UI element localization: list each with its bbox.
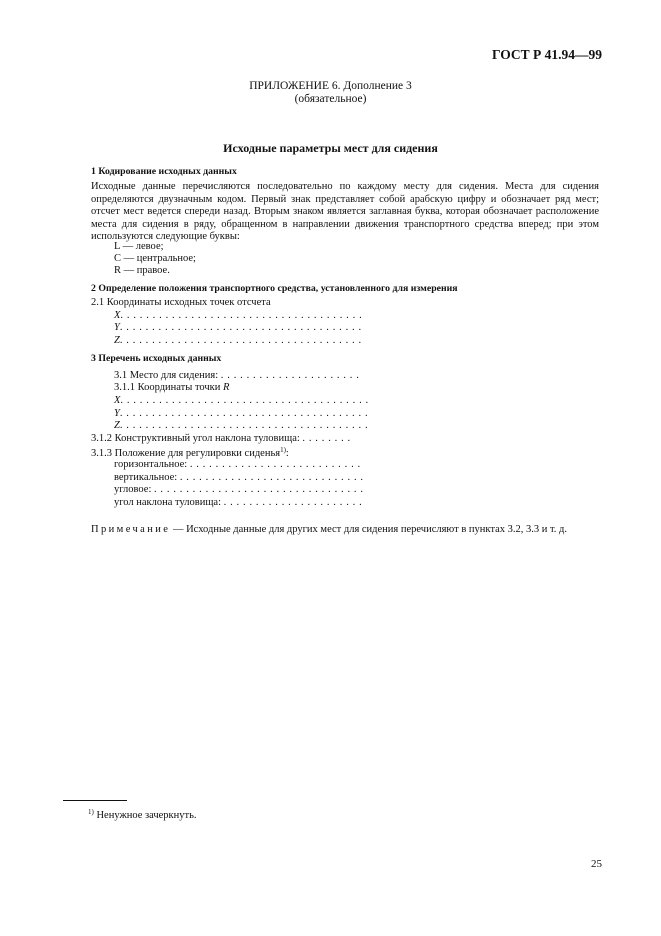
annex-status: (обязательное) [294, 93, 367, 105]
angle-row [91, 433, 351, 444]
torso-row [114, 497, 362, 508]
angular-dots: . . . . . . . . . . . . . . . . . . . . . . . . . . . . . . . . . [153, 484, 364, 495]
point-x-dots: . . . . . . . . . . . . . . . . . . . . . . . . . . . . . . . . . . . . . . . [120, 395, 369, 406]
adjust-colon: : [285, 448, 289, 459]
note [91, 524, 567, 535]
point-label: 3.1.1 Координаты точки [114, 382, 221, 393]
coord-y-dots: . . . . . . . . . . . . . . . . . . . . . . . . . . . . . . . . . . . . . . [119, 322, 362, 333]
coord-z-dots: . . . . . . . . . . . . . . . . . . . . . . . . . . . . . . . . . . . . . . [119, 335, 362, 346]
letter-c: С — центральное; [114, 253, 196, 264]
horizontal-row [114, 459, 361, 470]
point-z-dots: . . . . . . . . . . . . . . . . . . . . . . . . . . . . . . . . . . . . . . . [119, 420, 369, 431]
point-var: R [223, 382, 230, 393]
point-x-row [114, 395, 369, 406]
section-1-text: Исходные данные перечисляются последовательно по каждому месту для сидения. Места для сидения определяются двузначным кодом. Первый знак представляет собой арабскую цифру и обозначает ряд мест; отсчет мест ведется спереди назад. Вторым знаком является заглавная буква, которая обозначает расположение места для сидения в ряду, обращенном в направлении движения транспортного средства вперед; при этом используются следующие буквы: [91, 181, 599, 242]
seat-row [114, 370, 359, 381]
torso-label: угол наклона туловища: [114, 497, 222, 508]
coord-y-label: Y [114, 322, 120, 333]
vertical-label: вертикальное: [114, 472, 178, 483]
torso-dots: . . . . . . . . . . . . . . . . . . . . . . [223, 497, 363, 508]
point-y-row [114, 408, 368, 419]
point-y-dots: . . . . . . . . . . . . . . . . . . . . . . . . . . . . . . . . . . . . . . . [119, 408, 369, 419]
letter-r: R — правое. [114, 265, 170, 276]
section-1-paragraph [91, 181, 599, 244]
point-x-label: X [114, 395, 121, 406]
footnote [88, 808, 197, 821]
angular-label: угловое: [114, 484, 152, 495]
angle-dots: . . . . . . . . [302, 433, 351, 444]
section-3-heading: 3 Перечень исходных данных [91, 353, 222, 364]
letter-l: L — левое; [114, 241, 164, 252]
page-title: Исходные параметры мест для сидения [223, 141, 438, 155]
adjust-row [91, 446, 289, 459]
coord-z-row [114, 335, 362, 346]
note-label: Примечание [91, 524, 171, 535]
point-z-row [114, 420, 368, 431]
seat-dots: . . . . . . . . . . . . . . . . . . . . . . [220, 370, 360, 381]
horizontal-label: горизонтальное: [114, 459, 188, 470]
adjust-label: 3.1.3 Положение для регулировки сиденья [91, 448, 281, 459]
point-y-label: Y [114, 408, 120, 419]
note-text: — Исходные данные для других мест для сидения перечисляют в пунктах 3.2, 3.3 и т. д. [172, 524, 568, 535]
annex-title: ПРИЛОЖЕНИЕ 6. Дополнение 3 [249, 80, 412, 92]
coord-x-row [114, 310, 362, 321]
footnote-mark: 1) [88, 808, 94, 816]
horizontal-dots: . . . . . . . . . . . . . . . . . . . . . . . . . . . [189, 459, 361, 470]
point-row [114, 382, 229, 393]
document-code: ГОСТ Р 41.94—99 [491, 47, 602, 62]
section-2-item: 2.1 Координаты исходных точек отсчета [91, 297, 271, 308]
vertical-row [114, 472, 364, 483]
point-z-label: Z [114, 420, 120, 431]
footnote-divider [63, 800, 127, 801]
footnote-text: Ненужное зачеркнуть. [96, 810, 197, 821]
seat-label: 3.1 Место для сидения: [114, 370, 219, 381]
coord-x-label: X [114, 310, 121, 321]
angle-label: 3.1.2 Конструктивный угол наклона туловища: [91, 433, 300, 444]
section-2-heading: 2 Определение положения транспортного средства, установленного для измерения [91, 283, 458, 294]
coord-z-label: Z [114, 335, 120, 346]
section-1-heading: 1 Кодирование исходных данных [91, 166, 237, 177]
footnote-reference: 1) [280, 446, 286, 454]
angular-row [114, 484, 364, 495]
vertical-dots: . . . . . . . . . . . . . . . . . . . . . . . . . . . . . [179, 472, 364, 483]
page-number: 25 [591, 858, 602, 870]
coord-y-row [114, 322, 362, 333]
annex-heading [0, 80, 661, 106]
coord-x-dots: . . . . . . . . . . . . . . . . . . . . . . . . . . . . . . . . . . . . . . [120, 310, 363, 321]
